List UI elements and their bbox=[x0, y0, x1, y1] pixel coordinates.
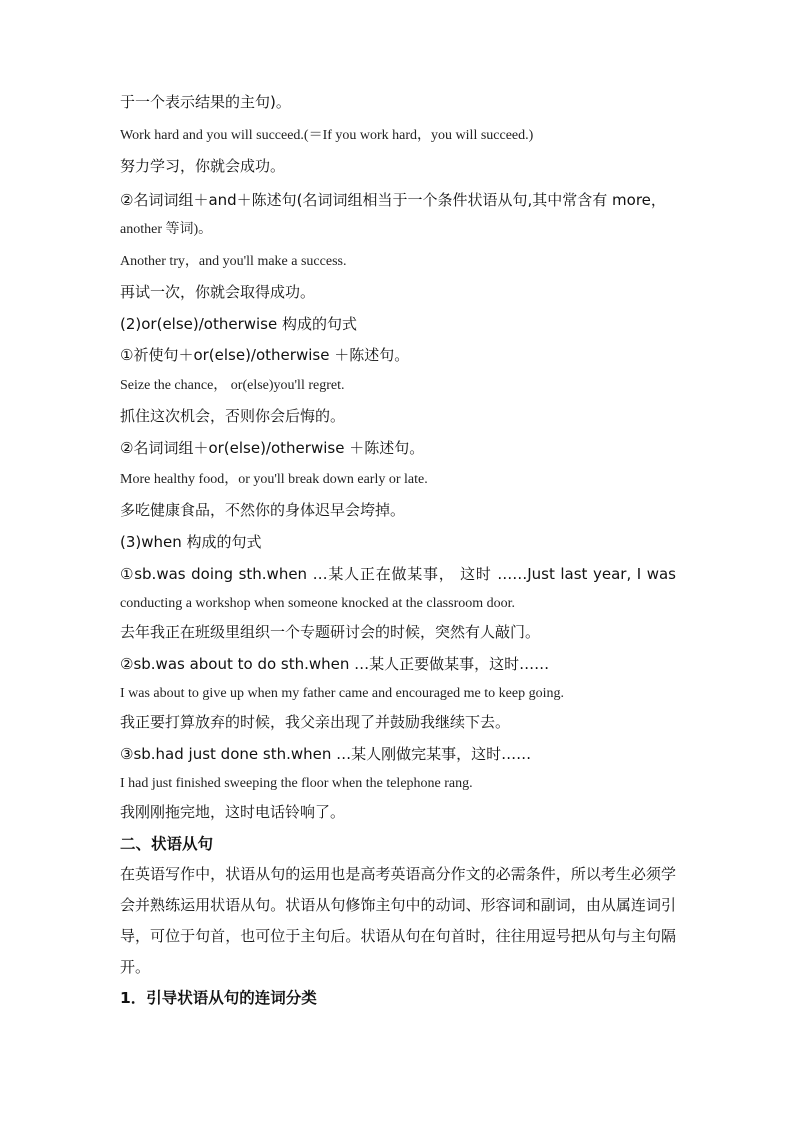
translation-3: 抓住这次机会，否则你会后悔的。 bbox=[120, 407, 346, 425]
rule-noun-phrase-or: ②名词词组＋or(else)/otherwise ＋陈述句。 bbox=[120, 439, 425, 457]
example-sentence-6: I was about to give up when my father came and encouraged me to keep going. bbox=[120, 686, 564, 701]
section-title: 二、状语从句 bbox=[120, 835, 214, 853]
translation-7: 我刚刚拖完地，这时电话铃响了。 bbox=[120, 803, 346, 821]
example-sentence-7: I had just finished sweeping the floor when the telephone rang. bbox=[120, 776, 473, 791]
translation-5: 去年我正在班级里组织一个专题研讨会的时候，突然有人敲门。 bbox=[120, 623, 541, 641]
rule-about-to-when: ②sb.was about to do sth.when …某人正要做某事，这时…… bbox=[120, 655, 550, 673]
rule-noun-phrase-and: ②名词词组＋and＋陈述句(名词词组相当于一个条件状语从句,其中常含有 more， bbox=[120, 191, 666, 209]
rule-had-just-done-when: ③sb.had just done sth.when …某人刚做完某事，这时…… bbox=[120, 745, 532, 763]
example-sentence-5: conducting a workshop when someone knocked at the classroom door. bbox=[120, 596, 516, 611]
heading-when: (3)when 构成的句式 bbox=[120, 533, 262, 551]
rule-noun-phrase-and-cont: another 等词)。 bbox=[120, 222, 213, 237]
example-sentence-4: More healthy food，or you'll break down early or late. bbox=[120, 472, 428, 487]
translation-1: 努力学习，你就会成功。 bbox=[120, 157, 286, 175]
translation-2: 再试一次，你就会取得成功。 bbox=[120, 283, 316, 301]
heading-or-else: (2)or(else)/otherwise 构成的句式 bbox=[120, 315, 357, 333]
example-sentence-3: Seize the chance， or(else)you'll regret. bbox=[120, 378, 345, 393]
translation-4: 多吃健康食品，不然你的身体迟早会垮掉。 bbox=[120, 501, 406, 519]
example-sentence-2: Another try，and you'll make a success. bbox=[120, 254, 347, 269]
translation-6: 我正要打算放弃的时候，我父亲出现了并鼓励我继续下去。 bbox=[120, 713, 511, 731]
subsection-title: 1．引导状语从句的连词分类 bbox=[120, 989, 317, 1007]
rule-was-doing-when: ①sb.was doing sth.when …某人正在做某事， 这时 ……Just last year, I was bbox=[120, 565, 676, 583]
section-paragraph: 在英语写作中，状语从句的运用也是高考英语高分作文的必需条件，所以考生必须学会并熟练运用状语从句。状语从句修饰主句中的动词、形容词和副词，由从属连词引导，可位于句首，也可位于主句后。状语从句在句首时，往往用逗号把从句与主句隔开。 bbox=[120, 865, 676, 976]
rule-imperative-or: ①祈使句＋or(else)/otherwise ＋陈述句。 bbox=[120, 346, 410, 364]
example-sentence-1: Work hard and you will succeed.(＝If you work hard，you will succeed.) bbox=[120, 128, 534, 143]
text-line-1: 于一个表示结果的主句)。 bbox=[120, 93, 291, 111]
